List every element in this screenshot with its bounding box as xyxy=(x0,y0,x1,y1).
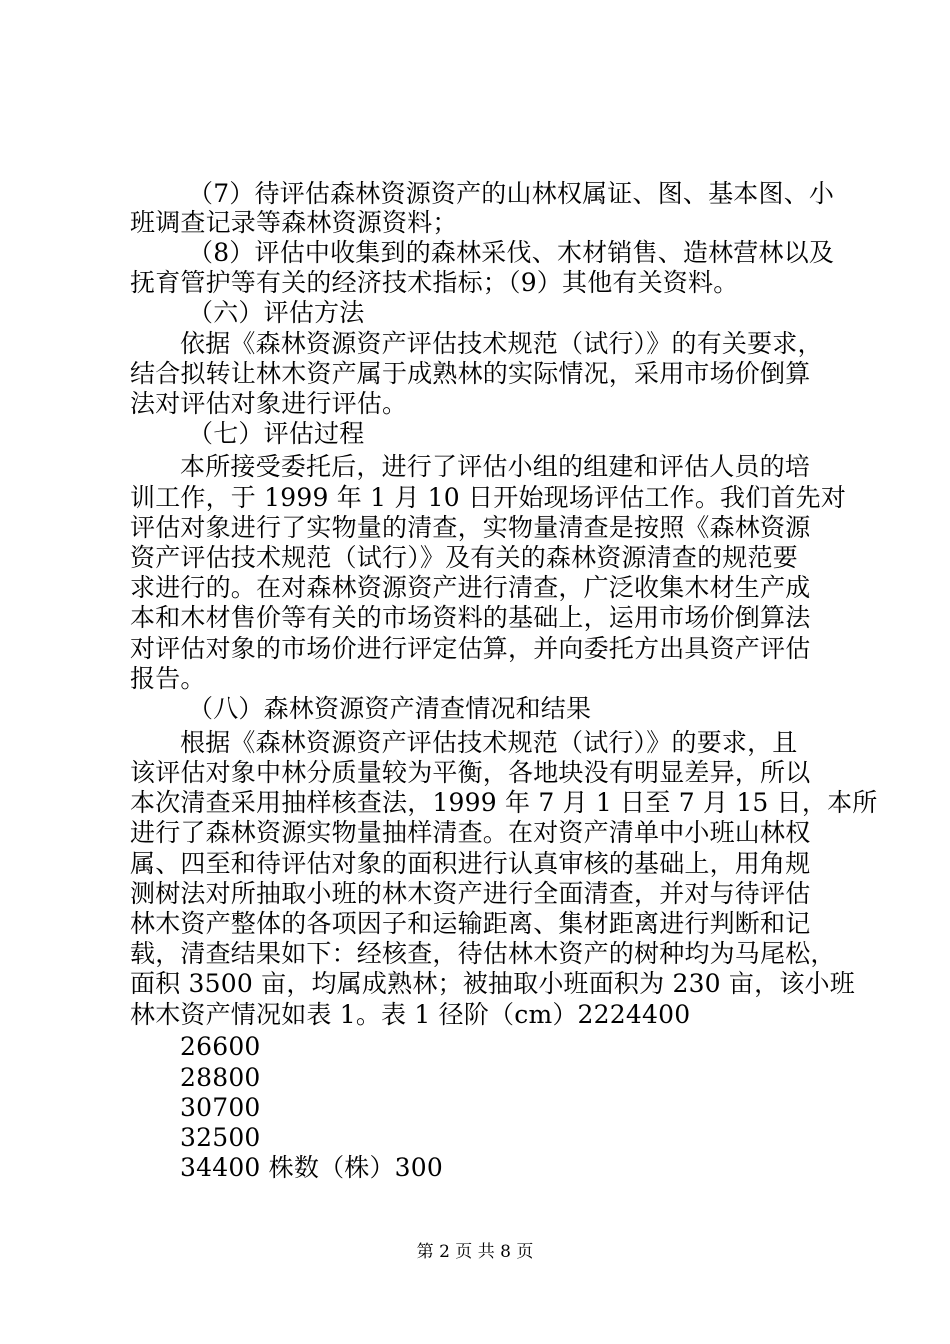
page-footer: 第 2 页 共 8 页 xyxy=(416,1242,534,1262)
text-line: 求进行的。在对森林资源资产进行清查，广泛收集木材生产成 xyxy=(130,573,811,602)
text-line: 26600 xyxy=(180,1032,261,1061)
text-line: （8）评估中收集到的森林采伐、木材销售、造林营林以及 xyxy=(188,238,835,267)
text-line: 评估对象进行了实物量的清查，实物量清查是按照《森林资源 xyxy=(130,513,811,542)
text-line: 报告。 xyxy=(130,664,206,693)
text-line: 32500 xyxy=(180,1123,261,1152)
text-line: 34400 株数（株）300 xyxy=(180,1153,443,1182)
section-heading: （八）森林资源资产清查情况和结果 xyxy=(188,694,592,723)
text-line: 抚育管护等有关的经济技术指标；（9）其他有关资料。 xyxy=(130,268,739,297)
text-line: 训工作，于 1999 年 1 月 10 日开始现场评估工作。我们首先对 xyxy=(130,483,847,512)
text-line: 载，清查结果如下：经核查，待估林木资产的树种均为马尾松， xyxy=(130,939,836,968)
text-line: 进行了森林资源实物量抽样清查。在对资产清单中小班山林权 xyxy=(130,818,811,847)
text-line: 本和木材售价等有关的市场资料的基础上，运用市场价倒算法 xyxy=(130,603,811,632)
text-line: 30700 xyxy=(180,1093,261,1122)
text-line: 林木资产情况如表 1。表 1 径阶（cm）2224400 xyxy=(130,1000,691,1029)
text-line: 属、四至和待评估对象的面积进行认真审核的基础上，用角规 xyxy=(130,849,811,878)
text-line: 对评估对象的市场价进行评定估算，并向委托方出具资产评估 xyxy=(130,634,811,663)
text-line: 本次清查采用抽样核查法，1999 年 7 月 1 日至 7 月 15 日，本所 xyxy=(130,788,878,817)
text-line: 班调查记录等森林资源资料； xyxy=(130,208,458,237)
text-line: 依据《森林资源资产评估技术规范（试行）》的有关要求， xyxy=(180,329,823,358)
section-heading: （六）评估方法 xyxy=(188,298,365,327)
text-line: 本所接受委托后，进行了评估小组的组建和评估人员的培 xyxy=(180,452,811,481)
text-line: 根据《森林资源资产评估技术规范（试行）》的要求，且 xyxy=(180,728,798,757)
text-line: 林木资产整体的各项因子和运输距离、集材距离进行判断和记 xyxy=(130,909,811,938)
text-line: 结合拟转让林木资产属于成熟林的实际情况，采用市场价倒算 xyxy=(130,359,811,388)
text-line: 该评估对象中林分质量较为平衡，各地块没有明显差异，所以 xyxy=(130,758,811,787)
text-line: 测树法对所抽取小班的林木资产进行全面清查，并对与待评估 xyxy=(130,879,811,908)
text-line: （7）待评估森林资源资产的山林权属证、图、基本图、小 xyxy=(188,179,835,208)
text-line: 面积 3500 亩，均属成熟林；被抽取小班面积为 230 亩，该小班 xyxy=(130,969,855,998)
text-line: 法对评估对象进行评估。 xyxy=(130,389,408,418)
text-line: 资产评估技术规范（试行）》及有关的森林资源清查的规范要 xyxy=(130,543,798,572)
section-heading: （七）评估过程 xyxy=(188,419,365,448)
text-line: 28800 xyxy=(180,1063,261,1092)
